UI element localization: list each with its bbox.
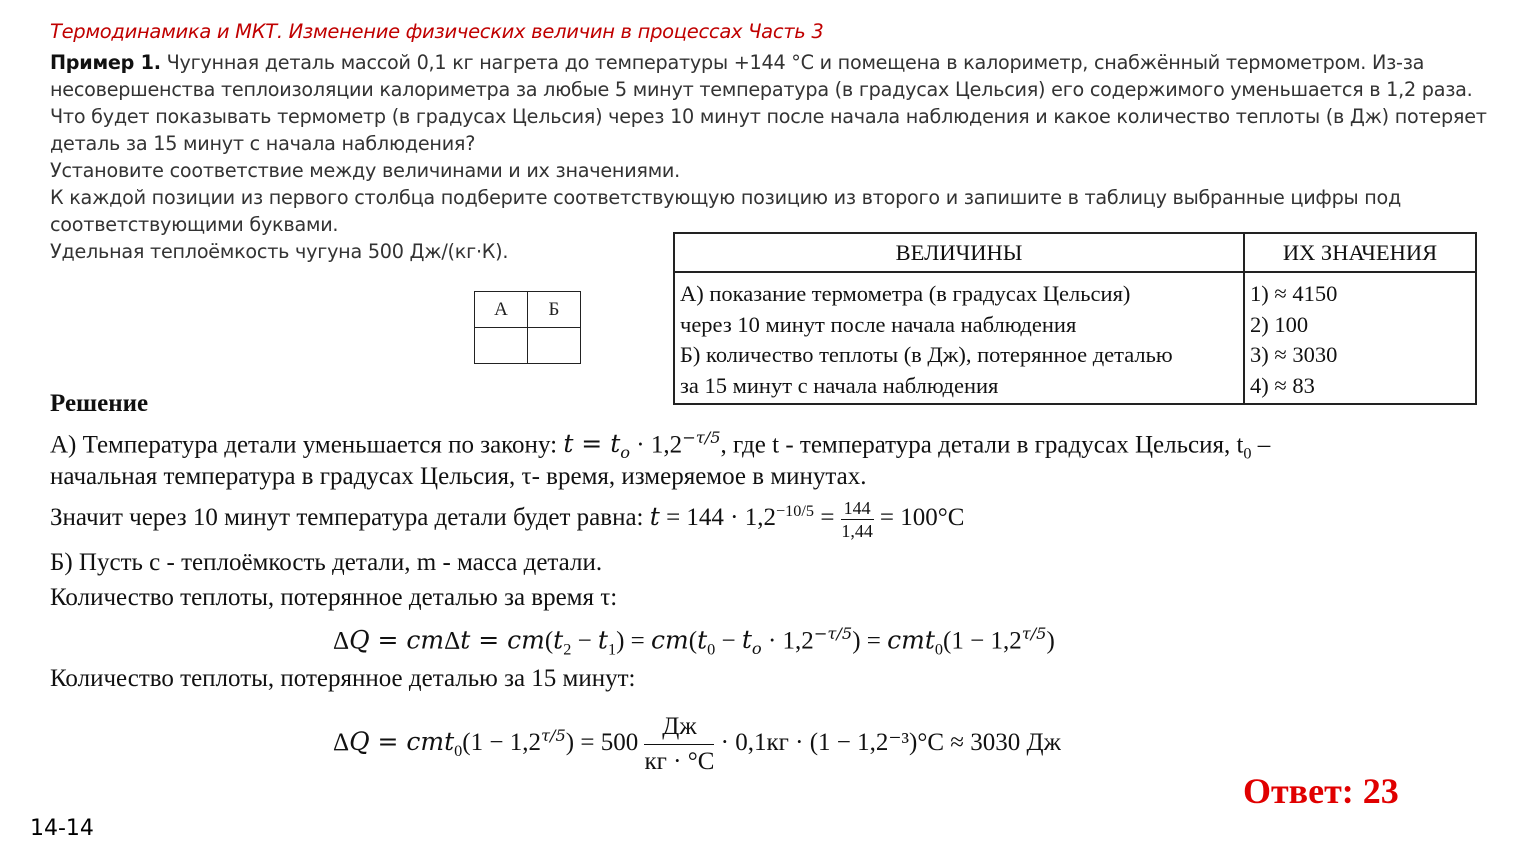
quantity-line: через 10 минут после начала наблюдения bbox=[680, 311, 1077, 337]
header-values: ИХ ЗНАЧЕНИЯ bbox=[1244, 233, 1476, 272]
quantity-line: Б) количество теплоты (в Дж), потерянное деталью bbox=[680, 342, 1173, 367]
solution-heading: Решение bbox=[50, 390, 149, 417]
fraction-144-over-1.44: $\frac{144}{1,44}$ bbox=[841, 498, 873, 541]
unit-fraction: Дж кг · °С bbox=[644, 710, 714, 779]
solution-a-line1: А) Температура детали уменьшается по закону: $t = t_o \cdot 1,2^{-\tau/5}$, где t - температура детали в градусах Цельсия, $t_0$ – bbox=[50, 428, 1271, 463]
header-quantities: ВЕЛИЧИНЫ bbox=[674, 233, 1244, 272]
quantity-line: А) показание термометра (в градусах Цельсия) bbox=[680, 281, 1131, 306]
value-option: 4) ≈ 83 bbox=[1250, 372, 1315, 398]
answer-cell-b[interactable] bbox=[528, 328, 581, 364]
answer-cell-a[interactable] bbox=[475, 328, 528, 364]
page-number: 14-14 bbox=[30, 816, 94, 841]
solution-a-line3: Значит через 10 минут температура детали будет равна: $t = 144 \cdot 1,2^{-10/5}$ = $\frac{144}{1,44}$ = 100°С bbox=[50, 498, 965, 541]
problem-text: Чугунная деталь массой 0,1 кг нагрета до температуры +144 °С и помещена в калориметр, снабжённый термометром. Из-за несовершенства теплоизоляции калориметра за любые 5 минут температура (в градусах Цельсия) его содержимого уменьшается в 1,2 раза. Что будет показывать термометр (в градусах Цельсия) через 10 минут после начала наблюдения и какое количество теплоты (в Дж) потеряет деталь за 15 минут с начала наблюдения? bbox=[50, 51, 1487, 155]
solution-a-line2: начальная температура в градусах Цельсия, τ- время, измеряемое в минутах. bbox=[50, 463, 867, 490]
quantity-line: за 15 минут с начала наблюдения bbox=[680, 372, 999, 398]
answer-grid-header-a: А bbox=[475, 292, 528, 328]
match-table bbox=[673, 232, 1477, 405]
solution-b-line1: Б) Пусть c - теплоёмкость детали, m - масса детали. bbox=[50, 549, 603, 576]
instruction-2: К каждой позиции из первого столбца подберите соответствующую позицию из второго и запишите в таблицу выбранные цифры под соответствующими буквами. bbox=[50, 186, 1402, 236]
answer-text: Ответ: 23 bbox=[1243, 771, 1399, 811]
instruction-1: Установите соответствие между величинами и их значениями. bbox=[50, 159, 681, 182]
values-cell bbox=[1244, 272, 1476, 404]
answer-grid bbox=[474, 291, 581, 364]
final-formula: $\Delta Q = cmt_0(1 - 1,2^{\tau/5}) = 500$ Дж кг · °С · 0,1кг · (1 − 1,2⁻³)°С ≈ 3030 Дж bbox=[333, 710, 1061, 779]
heat-loss-formula: $\Delta Q = cm\Delta t = cm(t_2 - t_1) = cm(t_0 - t_o \cdot 1,2^{-\tau/5}) = cmt_0(1 - 1,2^{\tau/5})$ bbox=[333, 624, 1055, 659]
value-option: 2) 100 bbox=[1250, 311, 1309, 337]
given-heat-capacity: Удельная теплоёмкость чугуна 500 Дж/(кг·К). bbox=[50, 240, 509, 263]
quantities-cell bbox=[674, 272, 1244, 404]
answer-grid-header-b: Б bbox=[528, 292, 581, 328]
value-option: 3) ≈ 3030 bbox=[1250, 342, 1338, 367]
solution-b-line4: Количество теплоты, потерянное деталью за 15 минут: bbox=[50, 665, 636, 692]
solution-b-line2: Количество теплоты, потерянное деталью за время τ: bbox=[50, 584, 618, 611]
page-title: Термодинамика и МКТ. Изменение физических величин в процессах Часть 3 bbox=[50, 20, 824, 43]
law-formula: $t = t_o$ bbox=[563, 429, 631, 463]
example-label: Пример 1. bbox=[50, 51, 161, 74]
value-option: 1) ≈ 4150 bbox=[1250, 281, 1338, 306]
